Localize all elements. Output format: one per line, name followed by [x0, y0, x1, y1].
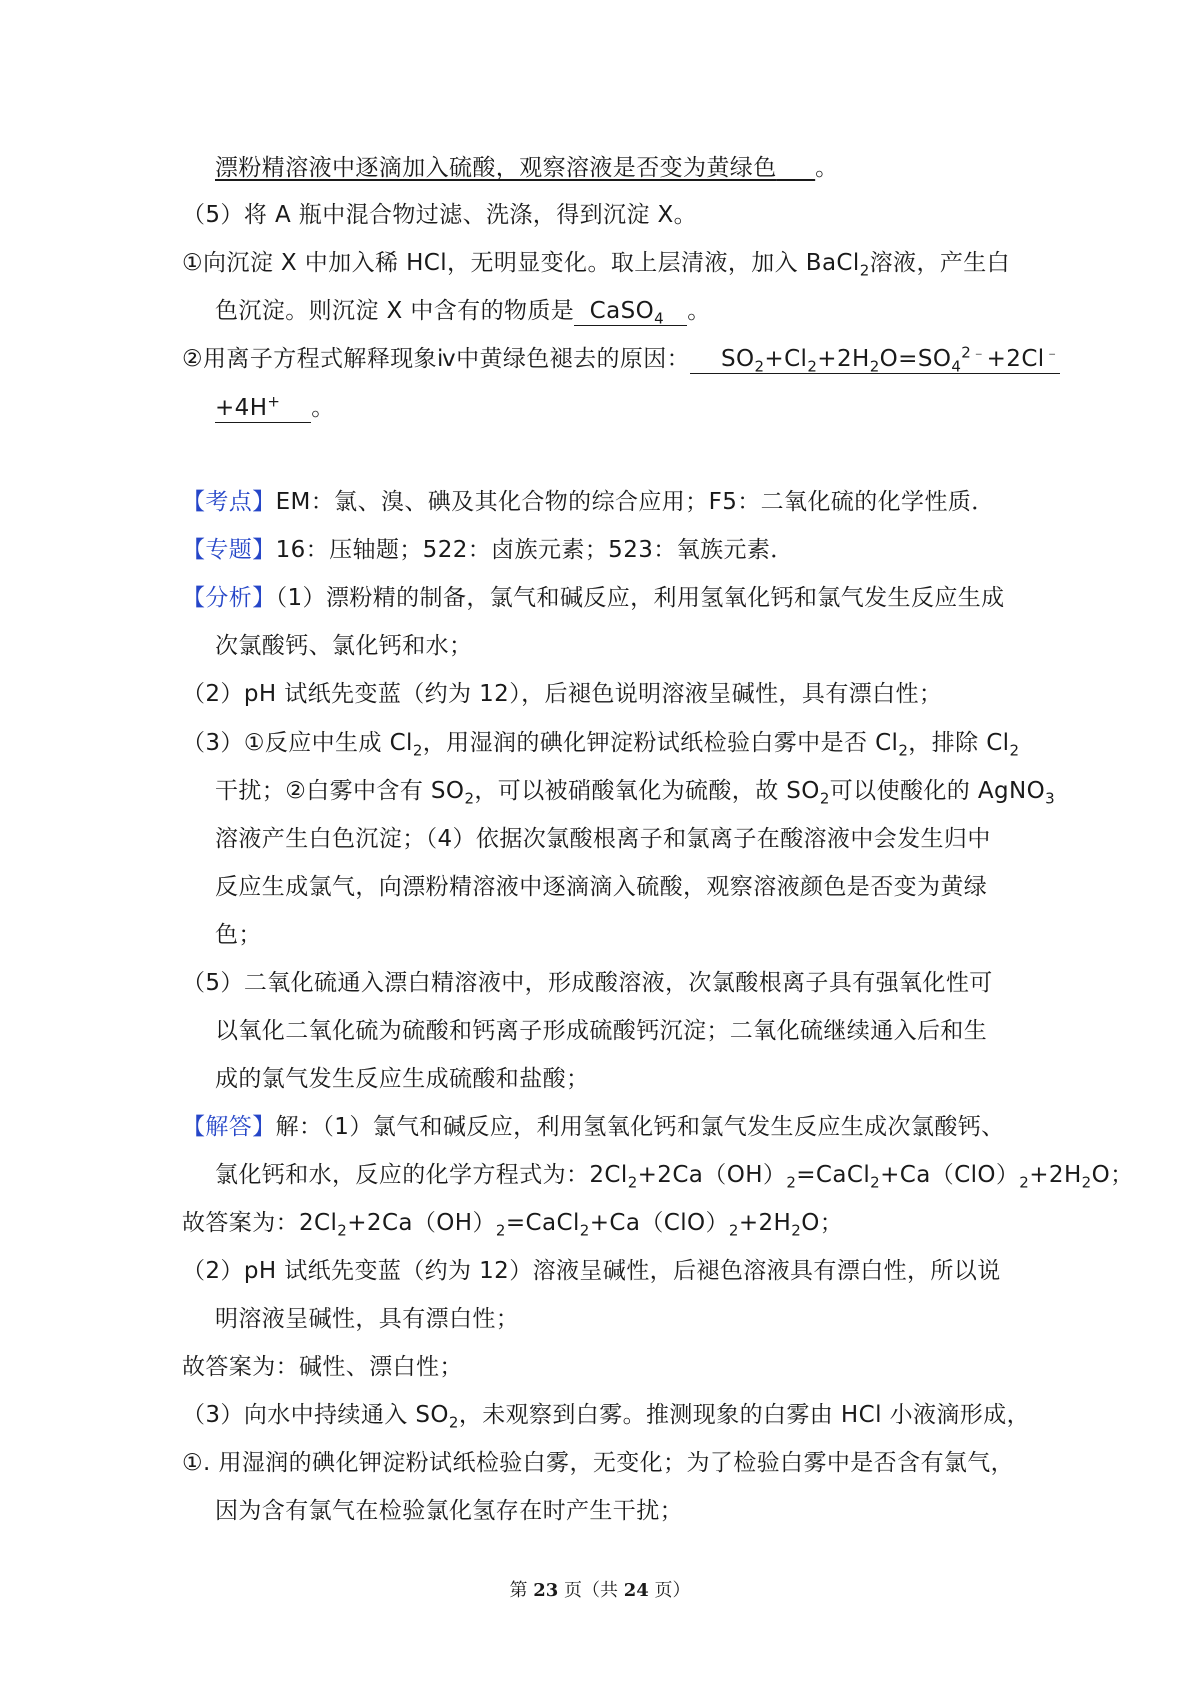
page-number: 23	[533, 1580, 559, 1601]
page-footer: 第 23 页（共 24 页）	[509, 1580, 691, 1601]
answer-blank: CaSO$_4$	[574, 297, 687, 326]
answer-line-4: 漂粉精溶液中逐滴加入硫酸，观察溶液是否变为黄绿色 。	[215, 155, 839, 181]
jieda-line-8: ①. 用湿润的碘化钾淀粉试纸检验白雾，无变化；为了检验白雾中是否含有氯气，	[182, 1450, 1015, 1476]
ionic-equation-answer: $SO_2+Cl_2+2H_2O=SO_4^{2﹣}+2Cl^﹣$	[690, 345, 1060, 374]
fenxi-line-4: （3）①反应中生成 $Cl_2$，用湿润的碘化钾淀粉试纸检验白雾中是否 $Cl_2$，排除 $Cl_2$	[182, 730, 1020, 760]
ionic-equation-answer-cont: +4H+ 。	[215, 392, 335, 421]
jieda-line-4: （2）pH 试纸先变蓝（约为 12）溶液呈碱性，后褪色溶液具有漂白性，所以说	[182, 1258, 1001, 1284]
jieda-line-5: 明溶液呈碱性，具有漂白性；	[215, 1306, 520, 1332]
fenxi-line-3: （2）pH 试纸先变蓝（约为 12），后褪色说明溶液呈碱性，具有漂白性；	[182, 681, 943, 707]
fenxi-line-8: 色；	[215, 922, 262, 948]
fenxi-line: 【分析】（1）漂粉精的制备，氯气和碱反应，利用氢氧化钙和氯气发生反应生成	[182, 585, 1005, 611]
jieda-line-6: 故答案为：碱性、漂白性；	[182, 1354, 463, 1380]
jieda-line-2: 氯化钙和水，反应的化学方程式为：$2Cl_2+2Ca(OH)_2=CaCl_2+Ca(ClO)_2+2H_2O$；	[215, 1162, 1134, 1192]
fenxi-line-2: 次氯酸钙、氯化钙和水；	[215, 633, 473, 659]
page-total: 24	[623, 1580, 649, 1601]
fenxi-line-5: 干扰；②白雾中含有 $SO_2$，可以被硝酸氧化为硫酸，故 $SO_2$可以使酸化的 AgNO$_3$	[215, 778, 1056, 808]
question-5-part-1-answer: 色沉淀。则沉淀 X 中含有的物质是 CaSO$_4$ 。	[215, 298, 711, 328]
fenxi-line-6: 溶液产生白色沉淀；（4）依据次氯酸根离子和氯离子在酸溶液中会发生归中	[215, 826, 991, 852]
jieda-tag: 【解答】	[182, 1114, 276, 1140]
question-5-part-2: ②用离子方程式解释现象ⅳ中黄绿色褪去的原因： $SO_2+Cl_2+2H_2O=SO_4^{2﹣}+2Cl^﹣$	[182, 343, 1061, 376]
jieda-line-9: 因为含有氯气在检验氯化氢存在时产生干扰；	[215, 1498, 683, 1524]
fenxi-tag: 【分析】	[182, 585, 276, 611]
kaodian-tag: 【考点】	[182, 489, 276, 515]
jieda-line-7: （3）向水中持续通入 $SO_2$，未观察到白雾。推测现象的白雾由 HCl 小液滴形成，	[182, 1402, 1030, 1432]
kaodian-line: 【考点】EM：氯、溴、碘及其化合物的综合应用；F5：二氧化硫的化学性质．	[182, 489, 995, 515]
jieda-line: 【解答】解：（1）氯气和碱反应，利用氢氧化钙和氯气发生反应生成次氯酸钙、	[182, 1114, 1005, 1140]
zhuanti-line: 【专题】16：压轴题；522：卤族元素；523：氧族元素．	[182, 537, 794, 563]
question-5: （5）将 A 瓶中混合物过滤、洗涤，得到沉淀 X。	[182, 202, 698, 228]
question-5-part-1: ①向沉淀 X 中加入稀 HCl，无明显变化。取上层清液，加入 BaCl$_2$溶液，产生白	[182, 250, 1011, 280]
zhuanti-tag: 【专题】	[182, 537, 276, 563]
fenxi-line-7: 反应生成氯气，向漂粉精溶液中逐滴滴入硫酸，观察溶液颜色是否变为黄绿	[215, 874, 988, 900]
fenxi-line-10: 以氧化二氧化硫为硫酸和钙离子形成硫酸钙沉淀；二氧化硫继续通入后和生	[215, 1018, 988, 1044]
jieda-line-3: 故答案为：$2Cl_2+2Ca(OH)_2=CaCl_2+Ca(ClO)_2+2H_2O$；	[182, 1210, 844, 1240]
fenxi-line-9: （5）二氧化硫通入漂白精溶液中，形成酸溶液，次氯酸根离子具有强氧化性可	[182, 970, 993, 996]
fenxi-line-11: 成的氯气发生反应生成硫酸和盐酸；	[215, 1066, 590, 1092]
